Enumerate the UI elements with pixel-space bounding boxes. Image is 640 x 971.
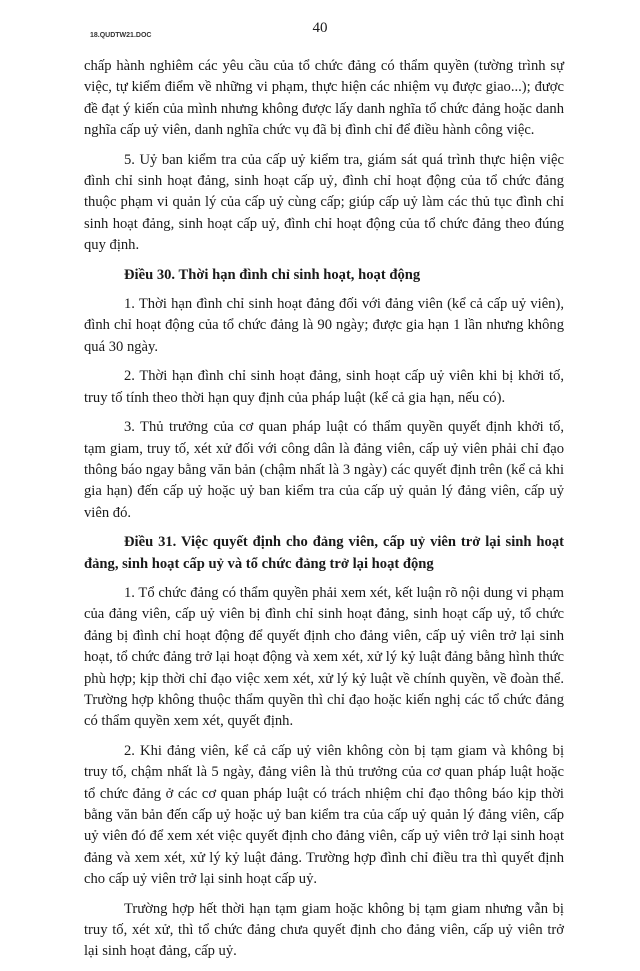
page-number: 40 bbox=[312, 20, 328, 36]
document-body bbox=[84, 56, 564, 971]
article-30-heading: Điều 30. Thời hạn đình chỉ sinh hoạt, hoạt động bbox=[124, 266, 421, 283]
document-code: 18.QUDTW21.DOC bbox=[90, 32, 152, 39]
paragraph-art30-clause-2: 2. Thời hạn đình chỉ sinh hoạt đảng, sinh hoạt cấp uỷ viên khi bị khởi tố, truy tố tính theo thời hạn quy định của pháp luật (kể cả gia hạn, nếu có). bbox=[84, 368, 564, 406]
paragraph-continued: chấp hành nghiêm các yêu cầu của tổ chức đảng có thẩm quyền (tường trình sự việc, tự kiểm điểm về những vi phạm, thực hiện các nhiệm vụ được giao...); được đề đạt ý kiến của mình nhưng không được lấy danh nghĩa tổ chức đảng hoặc danh nghĩa cấp uỷ viên, danh nghĩa chức vụ đã bị đình chỉ để điều hành công việc. bbox=[84, 58, 564, 139]
paragraph-art31-clause-1: 1. Tổ chức đảng có thẩm quyền phải xem xét, kết luận rõ nội dung vi phạm của đảng viên, cấp uỷ viên bị đình chỉ sinh hoạt đảng, sinh hoạt cấp uỷ, tổ chức đảng bị đình chỉ hoạt động để quyết định cho đảng viên, cấp uỷ viên trở lại sinh hoạt, tổ chức đảng trở lại hoạt động và xem xét, xử lý kỷ luật đảng bằng hình thức phù hợp; kịp thời chỉ đạo việc xem xét, xử lý kỷ luật về chính quyền, về đoàn thể. Trường hợp không thuộc thẩm quyền thì chỉ đạo hoặc kiến nghị các tổ chức đảng có thẩm quyền xem xét, quyết định. bbox=[84, 584, 564, 730]
article-31-heading: Điều 31. Việc quyết định cho đảng viên, cấp uỷ viên trở lại sinh hoạt đảng, sinh hoạt cấp uỷ và tổ chức đảng trở lại hoạt động bbox=[84, 534, 564, 572]
paragraph-art31-clause-2: 2. Khi đảng viên, kể cả cấp uỷ viên không còn bị tạm giam và không bị truy tố, chậm nhất là 5 ngày, đảng viên là thủ trưởng của cơ quan pháp luật hoặc tổ chức đảng ở các cơ quan pháp luật có trách nhiệm chỉ đạo thông báo kịp thời bằng văn bản đến cấp uỷ hoặc uỷ ban kiểm tra của cấp uỷ quản lý đảng viên, cấp uỷ viên đó để xem xét việc quyết định cho đảng viên, cấp uỷ viên trở lại sinh hoạt đảng và xem xét, xử lý kỷ luật đảng. Trường hợp đình chỉ điều tra thì quyết định cho cấp uỷ viên trở lại sinh hoạt cấp uỷ. bbox=[84, 742, 564, 888]
paragraph-art31-case: Trường hợp hết thời hạn tạm giam hoặc không bị tạm giam nhưng vẫn bị truy tố, xét xử, thì tổ chức đảng chưa quyết định cho đảng viên, cấp uỷ viên trở lại sinh hoạt đảng, cấp uỷ. bbox=[84, 900, 564, 960]
paragraph-art30-clause-1: 1. Thời hạn đình chỉ sinh hoạt đảng đối với đảng viên (kể cả cấp uỷ viên), đình chỉ hoạt động của tổ chức đảng là 90 ngày; được gia hạn 1 lần nhưng không quá 30 ngày. bbox=[84, 296, 564, 355]
paragraph-art30-clause-3: 3. Thủ trưởng của cơ quan pháp luật có thẩm quyền quyết định khởi tố, tạm giam, truy tố, xét xử đối với công dân là đảng viên, cấp uỷ viên phải chỉ đạo thông báo ngay bằng văn bản (chậm nhất là 3 ngày) các quyết định trên (kể cả khi gia hạn) đến cấp uỷ hoặc uỷ ban kiểm tra của cấp uỷ quản lý đảng viên, cấp uỷ viên đó. bbox=[84, 419, 564, 521]
paragraph-clause-5: 5. Uỷ ban kiểm tra của cấp uỷ kiểm tra, giám sát quá trình thực hiện việc đình chỉ sinh hoạt đảng, sinh hoạt cấp uỷ, đình chỉ hoạt động của tổ chức đảng thuộc phạm vi quản lý của cấp uỷ cùng cấp; giúp cấp uỷ làm các thủ tục đình chỉ sinh hoạt đảng, sinh hoạt cấp uỷ, đình chỉ hoạt động của tổ chức đảng theo đúng quy định. bbox=[84, 151, 564, 254]
